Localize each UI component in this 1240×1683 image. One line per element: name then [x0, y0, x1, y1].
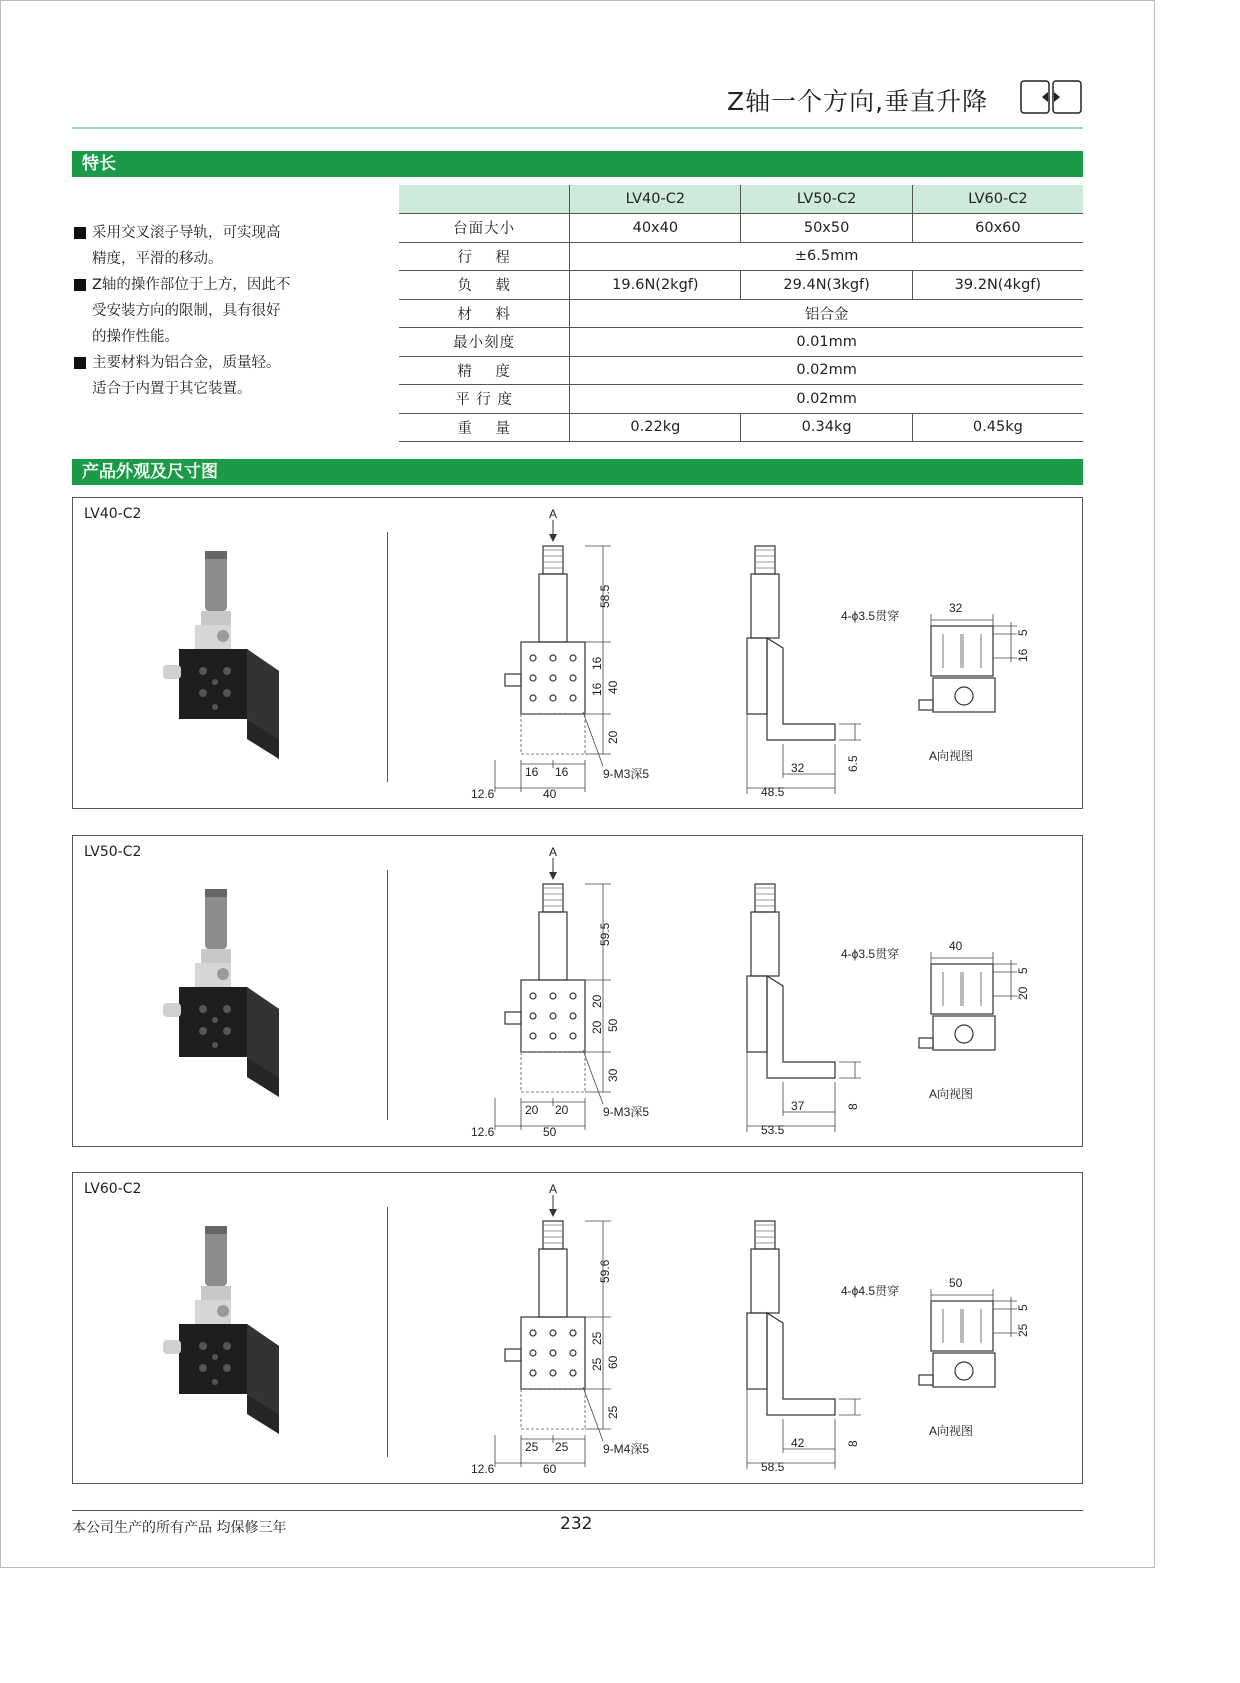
- panel-divider: [387, 1207, 388, 1457]
- footer-rule: [72, 1510, 1083, 1511]
- dim-height-2: 16: [590, 682, 604, 696]
- dim-base-height: 20: [606, 730, 620, 744]
- spec-value: 0.02mm: [570, 356, 1083, 385]
- dim-height-2: 20: [590, 1020, 604, 1034]
- dim-screw-spec: 9-M3深5: [603, 1105, 650, 1119]
- dim-screw-spec: 9-M3深5: [603, 767, 650, 781]
- view-direction-label: A: [549, 845, 558, 859]
- spec-model-header: LV60-C2: [912, 185, 1083, 214]
- bullet-square-icon: [74, 227, 86, 239]
- dim-height-2: 25: [590, 1357, 604, 1371]
- dim-table-height: 60: [606, 1355, 620, 1369]
- section-appearance-title: 产品外观及尺寸图: [72, 459, 1083, 485]
- dim-total-height: 59.6: [598, 1259, 612, 1283]
- feature-line: [74, 246, 394, 272]
- spec-row: [399, 271, 1083, 300]
- spec-value: ±6.5mm: [570, 242, 1083, 271]
- spec-header-blank: [399, 185, 570, 214]
- spec-label: 行 程: [399, 242, 570, 271]
- spec-table: [399, 185, 1083, 442]
- section-features-title: 特长: [72, 151, 1083, 177]
- dim-height-1: 25: [590, 1331, 604, 1345]
- product-photo: [143, 1218, 293, 1438]
- spec-model-header: LV40-C2: [570, 185, 741, 214]
- spec-row: [399, 242, 1083, 271]
- dim-side-height: 8: [846, 1440, 860, 1447]
- spec-value: 0.02mm: [570, 385, 1083, 414]
- spec-model-header: LV50-C2: [741, 185, 912, 214]
- footer-warranty: 本公司生产的所有产品 均保修三年: [72, 1520, 287, 1536]
- feature-text: 适合于内置于其它装置。: [92, 381, 252, 397]
- dim-side-width: 32: [791, 761, 805, 775]
- spec-value: 29.4N(3kgf): [741, 271, 912, 300]
- dim-base-height: 25: [606, 1405, 620, 1419]
- feature-line: [74, 298, 394, 324]
- dim-top-height-1: 5: [1016, 967, 1030, 974]
- spec-value: 铝合金: [570, 299, 1083, 328]
- panel-model-label: LV60-C2: [84, 1181, 142, 1197]
- dim-table-width: 60: [543, 1462, 557, 1476]
- spec-label: 负 载: [399, 271, 570, 300]
- dimension-drawing: [463, 836, 1083, 1146]
- dim-width-half-1: 25: [525, 1440, 539, 1454]
- spec-value: 0.34kg: [741, 413, 912, 442]
- dim-side-width: 37: [791, 1099, 805, 1113]
- page-number: 232: [560, 1514, 593, 1534]
- spec-row: [399, 214, 1083, 243]
- drawing-panel: [72, 835, 1083, 1147]
- direction-icon: [1020, 80, 1082, 114]
- dim-height-1: 16: [590, 656, 604, 670]
- spec-row: [399, 328, 1083, 357]
- dimension-drawing: [463, 498, 1083, 808]
- view-direction-label: A: [549, 507, 558, 521]
- panel-model-label: LV50-C2: [84, 844, 142, 860]
- spec-label: 最小刻度: [399, 328, 570, 357]
- spec-label: 台面大小: [399, 214, 570, 243]
- feature-line: [74, 350, 394, 376]
- dim-knob-offset: 12.6: [471, 1462, 495, 1476]
- spec-row: [399, 299, 1083, 328]
- panel-divider: [387, 870, 388, 1120]
- spec-value: 50x50: [741, 214, 912, 243]
- drawing-panel: [72, 497, 1083, 809]
- product-photo: [143, 881, 293, 1101]
- feature-line: [74, 376, 394, 402]
- spec-row: [399, 356, 1083, 385]
- dim-hole-spec: 4-ϕ3.5贯穿: [841, 947, 900, 961]
- view-a-caption: A向视图: [929, 749, 974, 763]
- dim-top-height-1: 5: [1016, 1304, 1030, 1311]
- dim-base-height: 30: [606, 1068, 620, 1082]
- panel-model-label: LV40-C2: [84, 506, 142, 522]
- dim-total-height: 58.5: [598, 584, 612, 608]
- dim-width-half-2: 25: [555, 1440, 569, 1454]
- dim-table-width: 50: [543, 1125, 557, 1139]
- feature-text: Z轴的操作部位于上方，因此不: [92, 277, 291, 293]
- dim-side-height: 8: [846, 1103, 860, 1110]
- feature-text: 的操作性能。: [92, 329, 179, 345]
- dim-top-height-2: 16: [1016, 648, 1030, 662]
- spec-label: 平 行 度: [399, 385, 570, 414]
- dim-top-height-1: 5: [1016, 629, 1030, 636]
- page-title: Z轴一个方向,垂直升降: [727, 87, 989, 116]
- spec-value: 0.45kg: [912, 413, 1083, 442]
- dim-total-height: 59.5: [598, 922, 612, 946]
- spec-value: 19.6N(2kgf): [570, 271, 741, 300]
- spec-value: 40x40: [570, 214, 741, 243]
- feature-line: [74, 272, 394, 298]
- dim-width-half-2: 16: [555, 765, 569, 779]
- dim-side-total: 58.5: [761, 1460, 785, 1474]
- dim-top-width: 32: [949, 601, 963, 615]
- dim-knob-offset: 12.6: [471, 787, 495, 801]
- dimension-drawing: [463, 1173, 1083, 1483]
- dim-side-height: 6.5: [846, 755, 860, 772]
- dim-table-height: 40: [606, 680, 620, 694]
- feature-line: [74, 324, 394, 350]
- feature-text: 精度，平滑的移动。: [92, 251, 223, 267]
- spec-label: 材 料: [399, 299, 570, 328]
- dim-height-1: 20: [590, 994, 604, 1008]
- panel-divider: [387, 532, 388, 782]
- feature-line: [74, 220, 394, 246]
- dim-table-height: 50: [606, 1018, 620, 1032]
- spec-value: 60x60: [912, 214, 1083, 243]
- dim-hole-spec: 4-ϕ4.5贯穿: [841, 1284, 900, 1298]
- dim-screw-spec: 9-M4深5: [603, 1442, 650, 1456]
- dim-side-width: 42: [791, 1436, 805, 1450]
- dim-knob-offset: 12.6: [471, 1125, 495, 1139]
- dim-width-half-1: 20: [525, 1103, 539, 1117]
- bullet-square-icon: [74, 357, 86, 369]
- spec-value: 0.22kg: [570, 413, 741, 442]
- dim-table-width: 40: [543, 787, 557, 801]
- dim-hole-spec: 4-ϕ3.5贯穿: [841, 609, 900, 623]
- dim-width-half-2: 20: [555, 1103, 569, 1117]
- bullet-square-icon: [74, 279, 86, 291]
- view-direction-label: A: [549, 1182, 558, 1196]
- dim-top-height-2: 20: [1016, 986, 1030, 1000]
- feature-text: 受安装方向的限制，具有很好: [92, 303, 281, 319]
- spec-value: 39.2N(4kgf): [912, 271, 1083, 300]
- dim-side-total: 48.5: [761, 785, 785, 799]
- spec-row: [399, 413, 1083, 442]
- spec-value: 0.01mm: [570, 328, 1083, 357]
- feature-list: [74, 220, 394, 402]
- spec-row: [399, 385, 1083, 414]
- drawing-panel: [72, 1172, 1083, 1484]
- dim-top-width: 50: [949, 1276, 963, 1290]
- product-photo: [143, 543, 293, 763]
- header-rule: [72, 127, 1083, 129]
- spec-label: 精 度: [399, 356, 570, 385]
- feature-text: 主要材料为铝合金，质量轻。: [92, 355, 281, 371]
- dim-width-half-1: 16: [525, 765, 539, 779]
- view-a-caption: A向视图: [929, 1424, 974, 1438]
- dim-top-height-2: 25: [1016, 1323, 1030, 1337]
- feature-text: 采用交叉滚子导轨，可实现高: [92, 225, 281, 241]
- dim-side-total: 53.5: [761, 1123, 785, 1137]
- view-a-caption: A向视图: [929, 1087, 974, 1101]
- dim-top-width: 40: [949, 939, 963, 953]
- spec-label: 重 量: [399, 413, 570, 442]
